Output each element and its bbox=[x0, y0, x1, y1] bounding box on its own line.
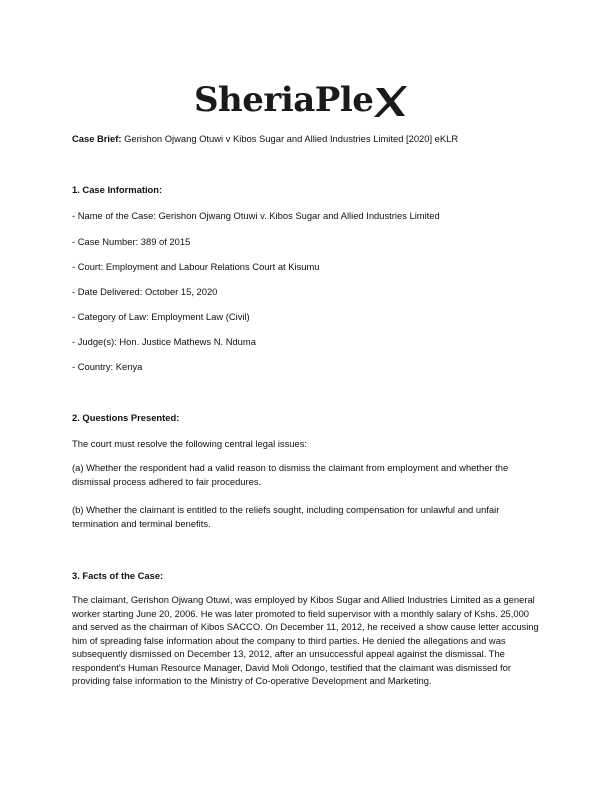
section-heading: 1. Case Information: bbox=[72, 184, 163, 195]
case-info-item: - Case Number: 389 of 2015 bbox=[72, 236, 191, 247]
case-brief-line bbox=[72, 132, 458, 145]
case-info-item: - Judge(s): Hon. Justice Mathews N. Nduma bbox=[72, 336, 256, 347]
case-info-item: - Category of Law: Employment Law (Civil) bbox=[72, 311, 250, 322]
section-heading: 2. Questions Presented: bbox=[72, 412, 180, 423]
case-brief-value: Gerishon Ojwang Otuwi v Kibos Sugar and Allied Industries Limited [2020] eKLR bbox=[121, 133, 459, 144]
case-info-item: - Country: Kenya bbox=[72, 361, 143, 372]
case-info-item: - Date Delivered: October 15, 2020 bbox=[72, 286, 218, 297]
question-item-a: (a) Whether the respondent had a valid reason to dismiss the claimant from employment and whether the dismissal process adhered to fair procedures. bbox=[72, 462, 509, 487]
x-mark-icon bbox=[374, 84, 408, 118]
case-brief-label: Case Brief: bbox=[72, 133, 122, 144]
case-info-item: - Name of the Case: Gerishon Ojwang Otuwi v. Kibos Sugar and Allied Industries Limited bbox=[72, 210, 440, 221]
logo-text: SheriaPle bbox=[194, 80, 374, 120]
sheriaplex-logo bbox=[194, 78, 408, 122]
section-heading: 3. Facts of the Case: bbox=[72, 570, 164, 581]
case-info-item: - Court: Employment and Labour Relations Court at Kisumu bbox=[72, 261, 320, 272]
question-item-b: (b) Whether the claimant is entitled to the reliefs sought, including compensation for unlawful and unfair termination and terminal benefits. bbox=[72, 504, 500, 529]
facts-paragraph: The claimant, Gerishon Ojwang Otuwi, was employed by Kibos Sugar and Allied Industries Limited as a general worker starting June 20, 2006. He was later promoted to field supervisor with a monthly salary of Kshs. 25,000 and served as the chairman of Kibos SACCO. On December 11, 2012, he received a show cause letter accusing him of spreading false information about the company to third parties. He denied the allegations and was subsequently dismissed on December 13, 2012, after an unsuccessful appeal against the dismissal. The respondent's Human Resource Manager, David Moli Odongo, testified that the claimant was dismissed for providing false information to the Ministry of Co-operative Development and Marketing. bbox=[72, 594, 539, 686]
questions-intro: The court must resolve the following central legal issues: bbox=[72, 438, 308, 449]
